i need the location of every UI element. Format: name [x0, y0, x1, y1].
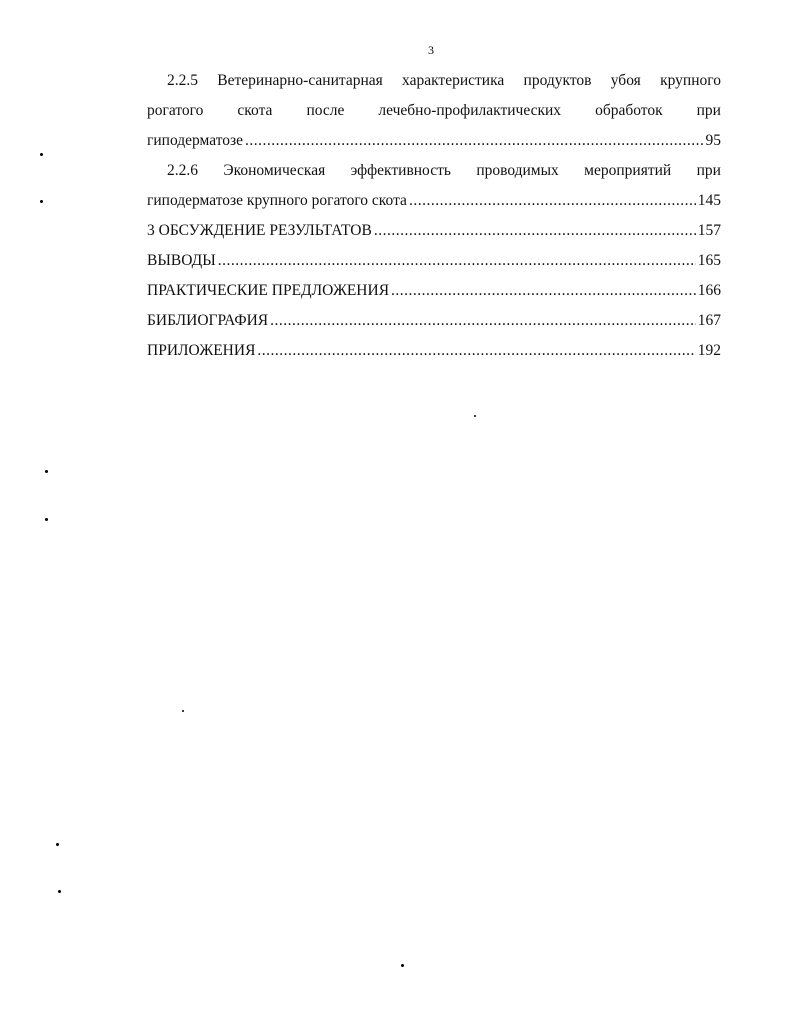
dot-leader	[374, 216, 696, 246]
word: Ветеринарно-санитарная	[217, 72, 383, 89]
toc-entry-discussion	[147, 216, 721, 246]
scan-speck	[401, 964, 404, 967]
toc-page-number: 95	[705, 132, 721, 149]
toc-page-number: 192	[697, 342, 721, 359]
scan-speck	[45, 470, 48, 473]
word: при	[696, 102, 721, 119]
word: рогатого	[147, 102, 204, 119]
word: характеристика	[402, 72, 505, 89]
toc-entry-2-2-5-line-3	[147, 126, 721, 156]
dot-leader	[270, 306, 696, 336]
scan-speck	[40, 200, 43, 203]
toc-entry-text: БИБЛИОГРАФИЯ	[147, 312, 269, 329]
toc-entry-text: ПРИЛОЖЕНИЯ	[147, 342, 256, 359]
toc-entry-2-2-5-line-1	[147, 66, 721, 96]
word: скота	[237, 102, 273, 119]
toc-page-number: 166	[697, 282, 721, 299]
toc-entry-2-2-5-line-2	[147, 96, 721, 126]
scan-speck	[58, 890, 61, 893]
toc-entry-conclusions	[147, 246, 721, 276]
toc-entry-text: ВЫВОДЫ	[147, 252, 216, 269]
scan-speck	[40, 153, 43, 156]
toc-entry-2-2-6-line-1	[147, 156, 721, 186]
word: после	[306, 102, 345, 119]
word: лечебно-профилактических	[378, 102, 562, 119]
dot-leader	[257, 336, 695, 366]
toc-entry-text: гиподерматозе крупного рогатого скота	[147, 192, 407, 209]
toc-entry-2-2-6-line-2	[147, 186, 721, 216]
toc-page-number: 145	[697, 192, 721, 209]
section-number: 2.2.6	[167, 162, 198, 179]
word: эффективность	[350, 162, 451, 179]
word: крупного	[660, 72, 721, 89]
dot-leader	[409, 186, 696, 216]
word: Экономическая	[223, 162, 326, 179]
page-number: 3	[428, 43, 434, 57]
toc-page-number: 157	[697, 222, 721, 239]
dot-leader	[218, 246, 696, 276]
toc-entry-practical	[147, 276, 721, 306]
dot-leader	[245, 126, 703, 156]
table-of-contents	[147, 66, 721, 366]
scan-speck	[474, 415, 476, 417]
word: продуктов	[523, 72, 592, 89]
word: обработок	[595, 102, 663, 119]
toc-entry-text: ПРАКТИЧЕСКИЕ ПРЕДЛОЖЕНИЯ	[147, 282, 390, 299]
dot-leader	[391, 276, 696, 306]
toc-page-number: 167	[697, 312, 721, 329]
toc-entry-text: гиподерматозе	[147, 132, 244, 149]
word: мероприятий	[584, 162, 672, 179]
word: проводимых	[476, 162, 559, 179]
toc-entry-text: 3 ОБСУЖДЕНИЕ РЕЗУЛЬТАТОВ	[147, 222, 372, 239]
scan-speck	[45, 518, 48, 521]
scan-speck	[182, 710, 184, 712]
section-number: 2.2.5	[167, 72, 198, 89]
word: убоя	[610, 72, 641, 89]
word: при	[696, 162, 721, 179]
toc-entry-bibliography	[147, 306, 721, 336]
scan-speck	[56, 843, 59, 846]
toc-entry-appendices	[147, 336, 721, 366]
toc-page-number: 165	[697, 252, 721, 269]
